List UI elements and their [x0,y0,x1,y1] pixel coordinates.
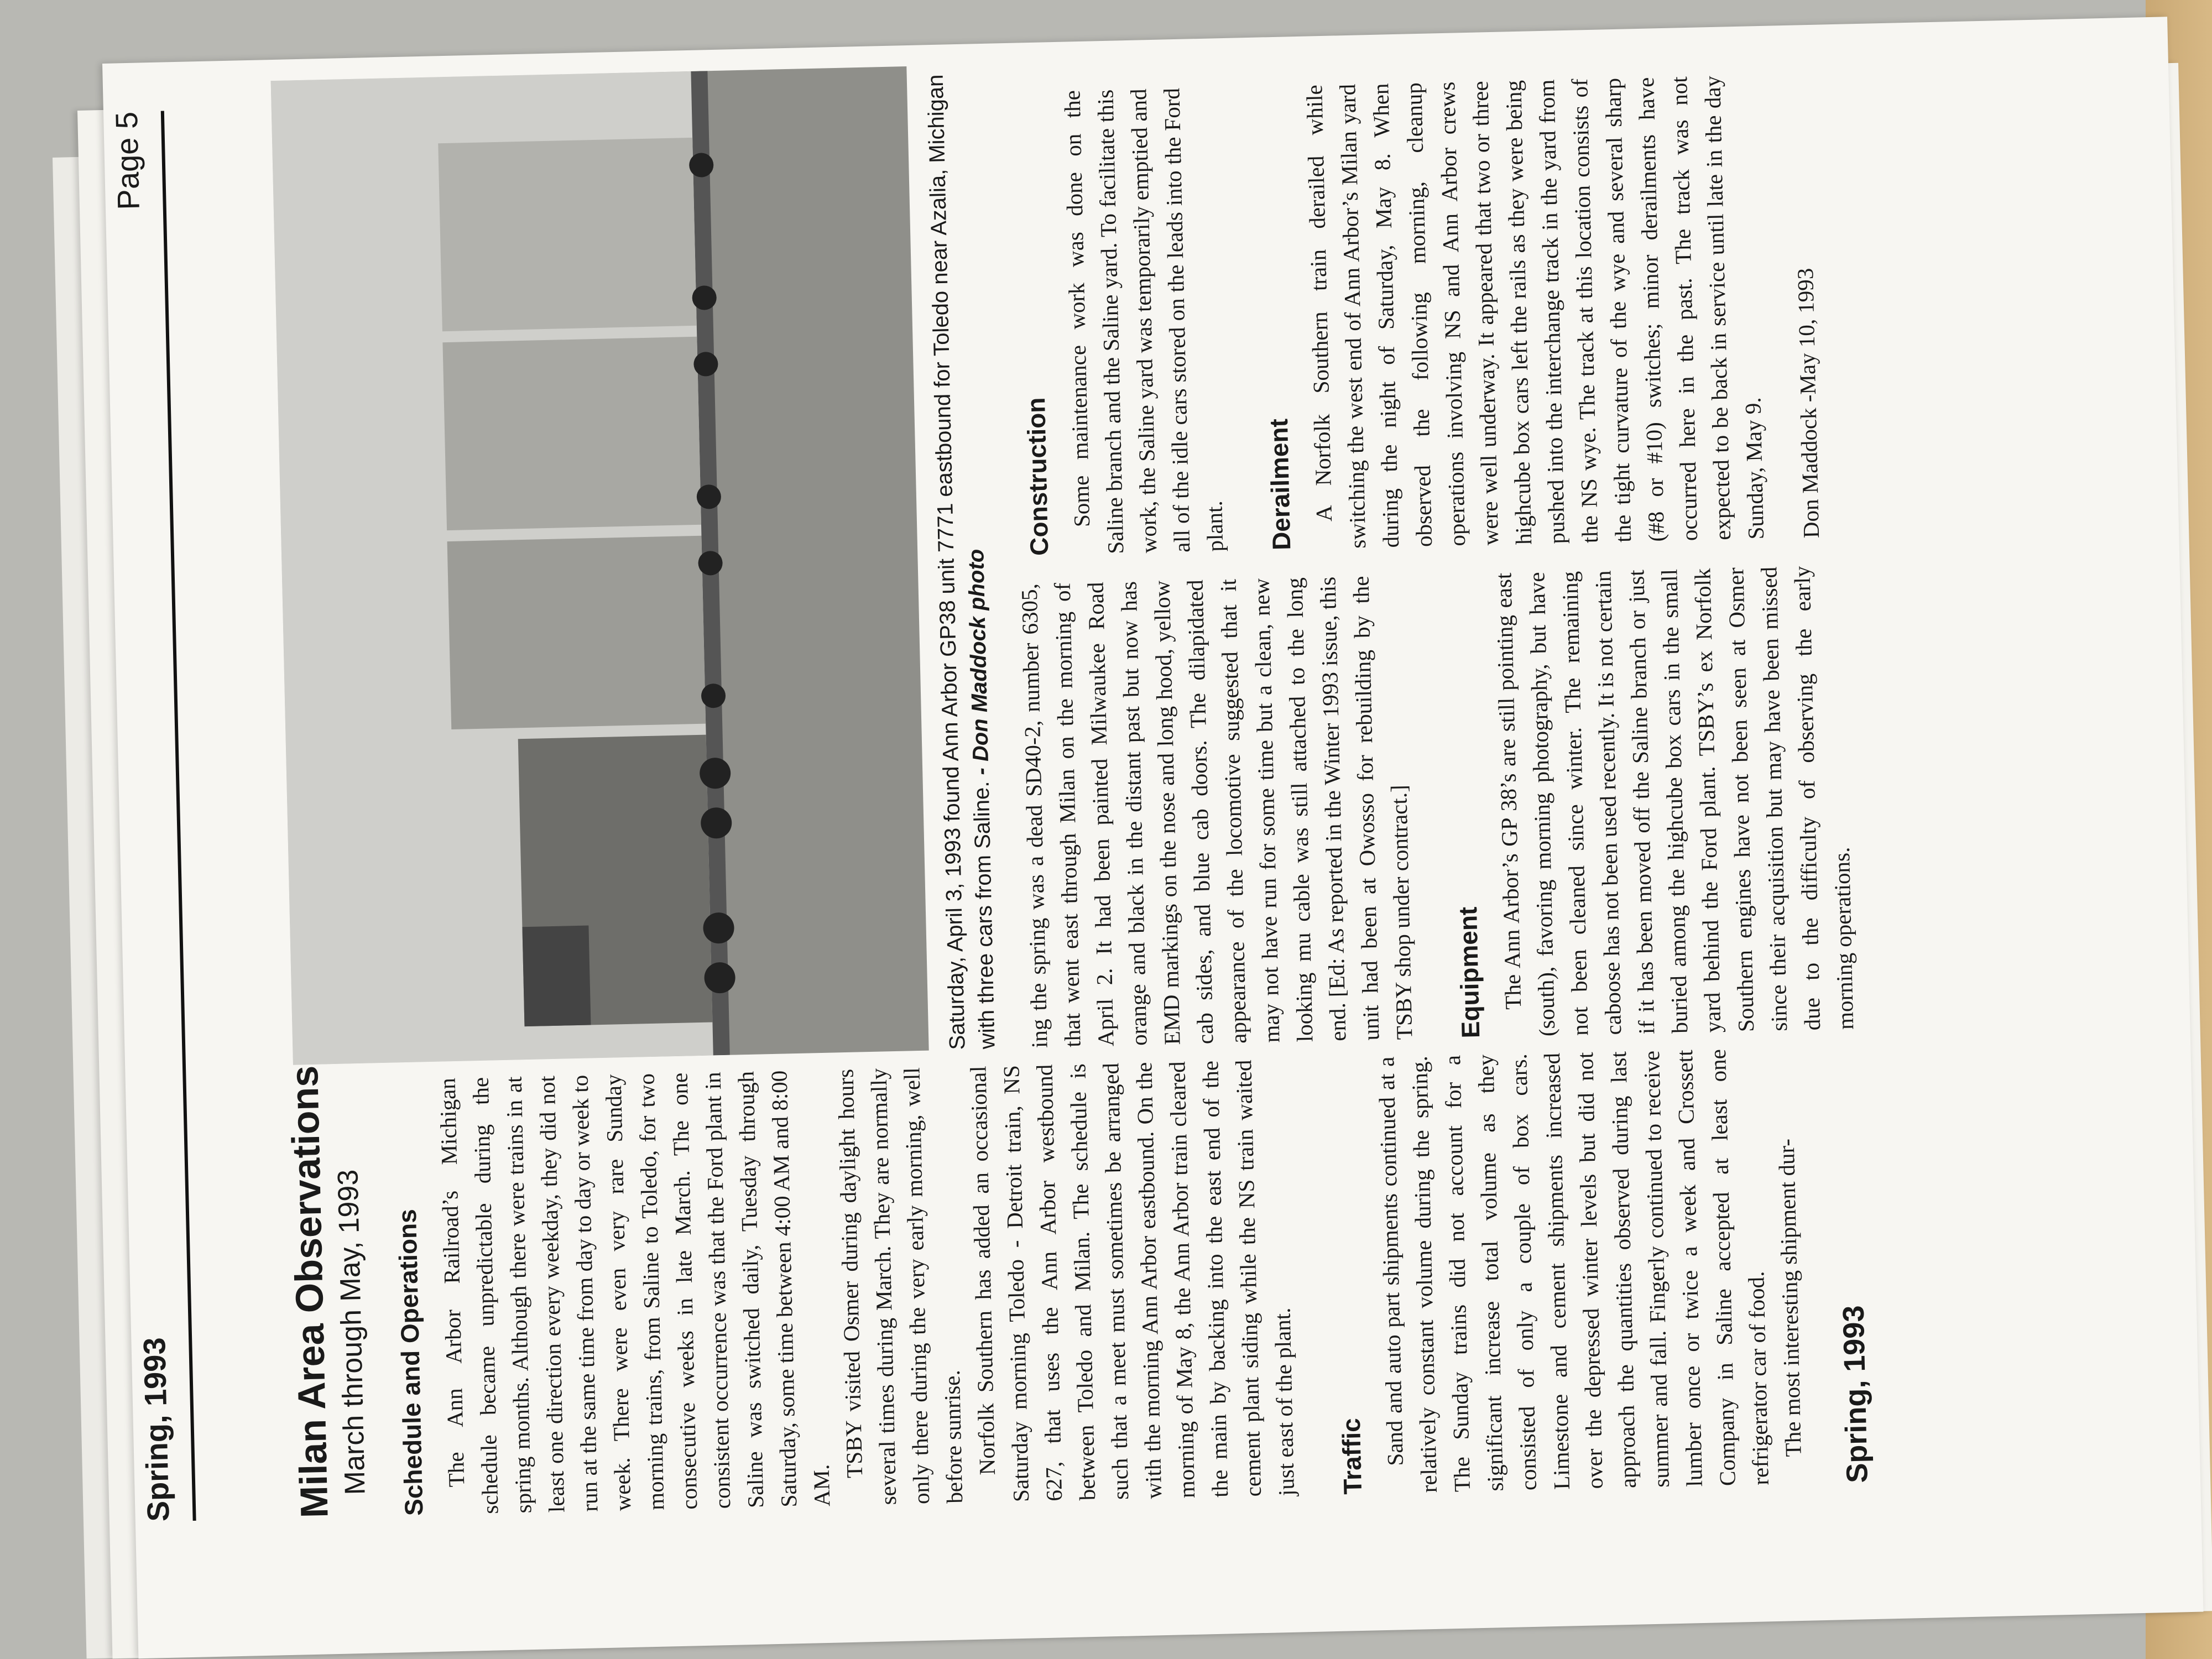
section-heading-construction: Construction [1021,397,1054,556]
section-heading-schedule: Schedule and Operations [392,1208,429,1516]
article-title: Milan Area Observations [283,1065,336,1519]
issue-label: Spring, 1993 [137,1337,176,1522]
section-heading-derailment: Derailment [1264,418,1296,551]
paragraph: ing the spring was a dead SD40-2, number 6305, that went east through Milan on the morning of April 2. It had been painted Milwaukee Road orange and black in the distant past but now has EMD markings on the nose and long hood, yellow cab sides, and blue cab doors. The dilapidated appearance of the locomotive suggested that it may not have run for some time but a clean, new looking mu cable was still attached to the long end. [Ed: As reported in the Winter 1993 issue, this unit had been at Owosso for rebuilding by the TSBY shop under contract.] [1016,576,1417,1048]
paragraph: A Norfolk Southern train derailed while switching the west end of Ann Arbor’s Milan yard during the night of Saturday, May 8. When observed the following morning, cleanup operations involving NS and Ann Arbor crews were well underway. It appeared that two or three highcube box cars left the rails as they were being pushed into the interchange track in the yard from the NS wye. The track at this location consists of the tight curvature of the wye and several sharp (#8 or #10) switches; minor derailments have occurred here in the past. The track was not expected to be back in service until late in the day Sunday, May 9. [1301,75,1769,549]
author-signature: Don Maddock -May 10, 1993 [1792,268,1824,539]
column-1 [377,1047,1811,1516]
paragraph: The Ann Arbor Railroad’s Michigan schedule became unpredictable during the spring months. Although there were trains in at least one direction every weekday, they did not run at the same time from day to day or week to week. There were even very rare Sunday morning trains, from Saline to Toledo, for two consecutive weeks in late March. The one consistent occurrence was that the Ford plant in Saline was switched daily, Tuesday through Saturday, some time between 4:00 AM and 8:00 AM. [434,1070,835,1515]
column-3 [1001,74,1828,556]
paragraph: TSBY visited Osmer during daylight hours several times during March. They are normally only there during the very early morning, well before sunrise. [832,1067,968,1505]
paragraph: Sand and auto part shipments continued at a relatively constant volume during the spring. The Sunday trains did not account for a significant increase total volume as they consisted of only a couple of box cars. Limestone and cement shipments increased over the depressed winter levels but did not approach the quantities observed during last summer and fall. Fingerly continued to receive lumber once or twice a week and Crossett Company in Saline accepted at least one refrigerator car of food. [1373,1048,1773,1493]
paragraph: Some maintenance work was done on the Saline branch and the Saline yard. To facilitate this work, the Saline yard was temporarily emptied and all of the idle cars stored on the leads into the Ford plant. [1059,87,1228,555]
photo-credit: - Don Maddock photo [964,549,994,776]
paragraph: Norfolk Southern has added an occasional Saturday morning Toledo - Detroit train, NS 627, that uses the Ann Arbor westbound between Toledo and Milan. The schedule is such that a meet must sometimes be arranged with the morning Ann Arbor eastbound. On the morning of May 8, the Ann Arbor train cleared the main by backing into the east end of the cement plant siding while the NS train waited just east of the plant. [965,1060,1300,1503]
train-illustration-icon [271,66,929,1065]
paragraph: The most interesting shipment dur- [1773,1138,1806,1457]
magazine-page [108,47,2046,1554]
locomotive-photo [271,66,929,1065]
section-heading-traffic: Traffic [1336,1417,1368,1495]
article-subtitle: March through May, 1993 [332,1169,372,1495]
footer-issue: Spring, 1993 [1837,1305,1874,1484]
page-number: Page 5 [108,111,146,211]
photo-caption [920,65,1002,1050]
paragraph: The Ann Arbor’s GP 38’s are still pointing east (south), favoring morning photography, but have not been cleaned since winter. The remaining caboose has not been used recently. It is not certain if it has been moved off the Saline branch or just buried among the highcube box cars in the small yard behind the Ford plant. TSBY’s ex Norfolk Southern engines have not been seen at Osmer since their acquisition but may have been missed due to the difficulty of observing the early morning operations. [1490,566,1859,1037]
section-heading-equipment: Equipment [1453,906,1485,1039]
column-2 [1013,565,1863,1048]
caption-text: Saturday, April 3, 1993 found Ann Arbor GP38 unit 7771 eastbound for Toledo near Azalia, Michigan with three cars from Saline. [923,74,1000,1050]
